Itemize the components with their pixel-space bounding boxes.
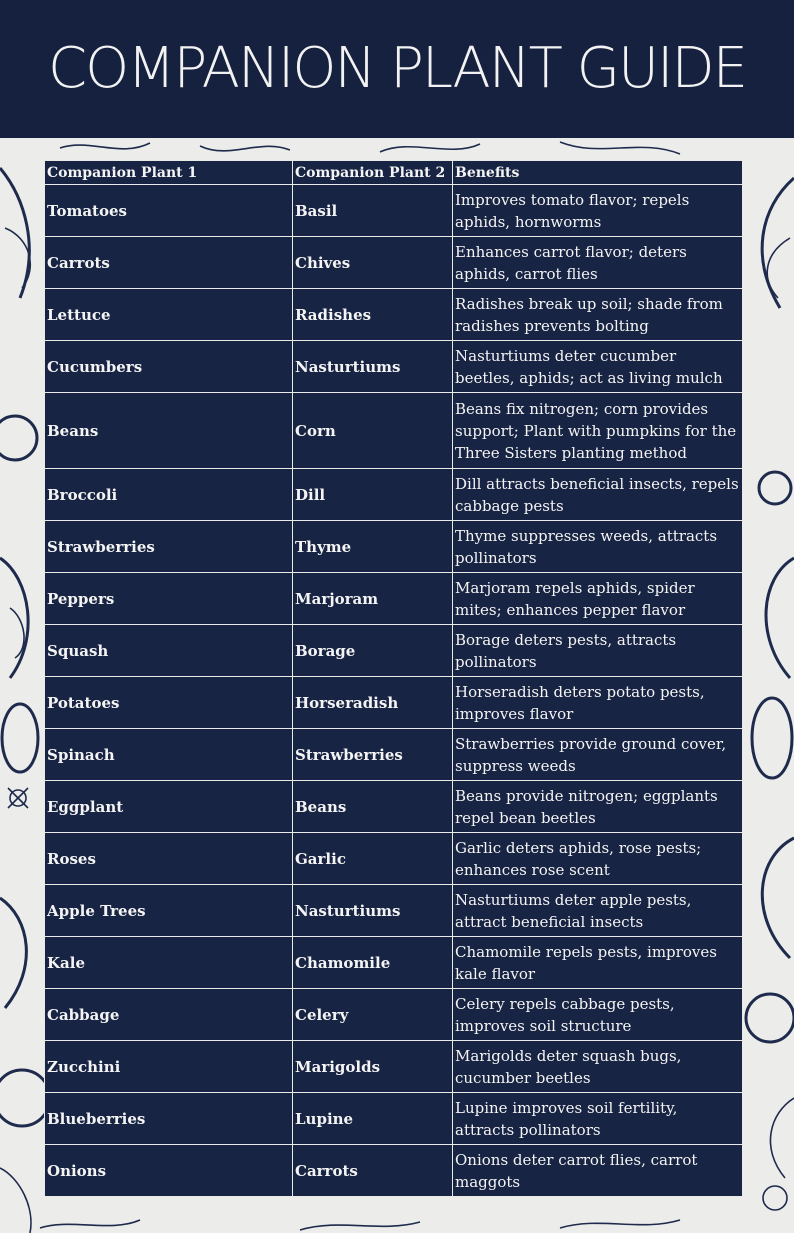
benefit-cell: Dill attracts beneficial insects, repels cabbage pests <box>453 469 743 521</box>
benefit-cell: Marigolds deter squash bugs, cucumber beetles <box>453 1041 743 1093</box>
plant-2-cell: Chamomile <box>293 937 453 989</box>
plant-1-cell: Carrots <box>45 237 293 289</box>
plant-1-cell: Zucchini <box>45 1041 293 1093</box>
plant-2-cell: Marigolds <box>293 1041 453 1093</box>
benefit-cell: Celery repels cabbage pests, improves soil structure <box>453 989 743 1041</box>
header-companion-plant-1: Companion Plant 1 <box>45 161 293 185</box>
table-row <box>45 341 743 393</box>
page-header <box>0 0 794 138</box>
plant-2-cell: Dill <box>293 469 453 521</box>
plant-2-cell: Nasturtiums <box>293 341 453 393</box>
benefit-cell: Nasturtiums deter apple pests, attract beneficial insects <box>453 885 743 937</box>
plant-2-cell: Lupine <box>293 1093 453 1145</box>
plant-1-cell: Strawberries <box>45 521 293 573</box>
header-companion-plant-2: Companion Plant 2 <box>293 161 453 185</box>
plant-2-cell: Strawberries <box>293 729 453 781</box>
companion-plant-table <box>44 160 743 1197</box>
table-row <box>45 185 743 237</box>
benefit-cell: Radishes break up soil; shade from radishes prevents bolting <box>453 289 743 341</box>
plant-1-cell: Beans <box>45 393 293 469</box>
benefit-cell: Lupine improves soil fertility, attracts pollinators <box>453 1093 743 1145</box>
plant-1-cell: Peppers <box>45 573 293 625</box>
benefit-cell: Thyme suppresses weeds, attracts pollinators <box>453 521 743 573</box>
table-row <box>45 1093 743 1145</box>
plant-2-cell: Horseradish <box>293 677 453 729</box>
header-benefits: Benefits <box>453 161 743 185</box>
benefit-cell: Garlic deters aphids, rose pests; enhances rose scent <box>453 833 743 885</box>
table-row <box>45 937 743 989</box>
plant-2-cell: Garlic <box>293 833 453 885</box>
plant-1-cell: Kale <box>45 937 293 989</box>
plant-1-cell: Spinach <box>45 729 293 781</box>
plant-1-cell: Broccoli <box>45 469 293 521</box>
plant-2-cell: Corn <box>293 393 453 469</box>
benefit-cell: Strawberries provide ground cover, suppress weeds <box>453 729 743 781</box>
plant-2-cell: Chives <box>293 237 453 289</box>
benefit-cell: Enhances carrot flavor; deters aphids, carrot flies <box>453 237 743 289</box>
table-row <box>45 625 743 677</box>
benefit-cell: Beans provide nitrogen; eggplants repel bean beetles <box>453 781 743 833</box>
table-row <box>45 1041 743 1093</box>
table-row <box>45 289 743 341</box>
table-row <box>45 393 743 469</box>
table-row <box>45 1145 743 1197</box>
plant-1-cell: Potatoes <box>45 677 293 729</box>
plant-2-cell: Borage <box>293 625 453 677</box>
table-row <box>45 237 743 289</box>
table-row <box>45 885 743 937</box>
benefit-cell: Improves tomato flavor; repels aphids, hornworms <box>453 185 743 237</box>
table-header-row <box>45 161 743 185</box>
plant-2-cell: Marjoram <box>293 573 453 625</box>
plant-1-cell: Squash <box>45 625 293 677</box>
table-row <box>45 989 743 1041</box>
plant-2-cell: Celery <box>293 989 453 1041</box>
table-row <box>45 677 743 729</box>
plant-2-cell: Radishes <box>293 289 453 341</box>
plant-1-cell: Roses <box>45 833 293 885</box>
plant-2-cell: Thyme <box>293 521 453 573</box>
plant-1-cell: Apple Trees <box>45 885 293 937</box>
plant-1-cell: Onions <box>45 1145 293 1197</box>
plant-2-cell: Carrots <box>293 1145 453 1197</box>
plant-2-cell: Beans <box>293 781 453 833</box>
benefit-cell: Nasturtiums deter cucumber beetles, aphids; act as living mulch <box>453 341 743 393</box>
benefit-cell: Horseradish deters potato pests, improves flavor <box>453 677 743 729</box>
page-title: COMPANION PLANT GUIDE <box>47 36 747 101</box>
table-row <box>45 833 743 885</box>
plant-1-cell: Blueberries <box>45 1093 293 1145</box>
plant-1-cell: Eggplant <box>45 781 293 833</box>
plant-2-cell: Basil <box>293 185 453 237</box>
benefit-cell: Beans fix nitrogen; corn provides support; Plant with pumpkins for the Three Sisters planting method <box>453 393 743 469</box>
plant-1-cell: Tomatoes <box>45 185 293 237</box>
plant-1-cell: Cabbage <box>45 989 293 1041</box>
benefit-cell: Borage deters pests, attracts pollinators <box>453 625 743 677</box>
table-row <box>45 781 743 833</box>
benefit-cell: Marjoram repels aphids, spider mites; enhances pepper flavor <box>453 573 743 625</box>
benefit-cell: Chamomile repels pests, improves kale flavor <box>453 937 743 989</box>
table-row <box>45 573 743 625</box>
benefit-cell: Onions deter carrot flies, carrot maggots <box>453 1145 743 1197</box>
table-row <box>45 469 743 521</box>
plant-1-cell: Cucumbers <box>45 341 293 393</box>
plant-1-cell: Lettuce <box>45 289 293 341</box>
table-row <box>45 521 743 573</box>
table-row <box>45 729 743 781</box>
plant-2-cell: Nasturtiums <box>293 885 453 937</box>
